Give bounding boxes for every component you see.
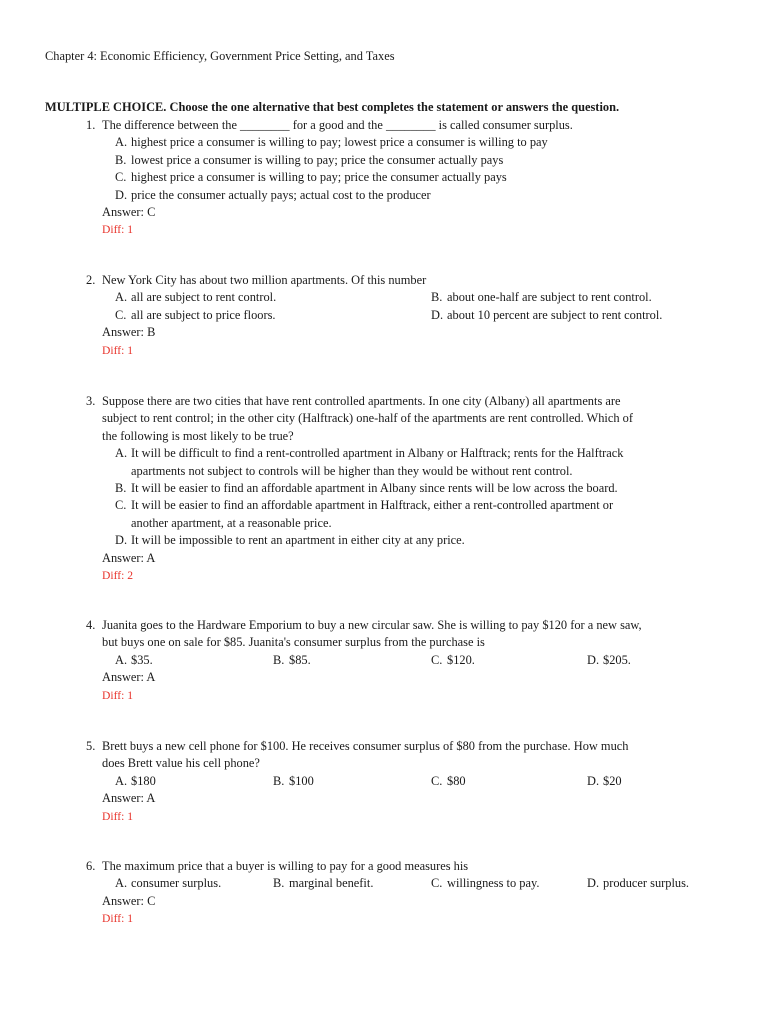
- question-number: 5.: [86, 739, 96, 753]
- difficulty-label: Diff: 1: [102, 223, 134, 237]
- answer-option: [431, 773, 466, 790]
- difficulty-label: Diff: 1: [102, 912, 134, 926]
- option-text: all are subject to rent control.: [131, 290, 277, 305]
- answer-option: [431, 875, 539, 892]
- section-instructions: MULTIPLE CHOICE. Choose the one alternative that best completes the statement or answers the question.: [45, 100, 620, 114]
- answer-option: [0, 134, 721, 151]
- question-4: [0, 617, 768, 704]
- answer-key: Answer: A: [102, 550, 156, 565]
- answer-key: Answer: A: [102, 670, 156, 685]
- text-line: Suppose there are two cities that have rent controlled apartments. In one city (Albany) all apartments are: [102, 394, 621, 408]
- answer-option: [0, 497, 721, 532]
- question-number: 2.: [86, 273, 96, 287]
- options-row: [0, 652, 768, 669]
- option-letter: B.: [273, 773, 285, 788]
- option-letter: C.: [115, 307, 127, 322]
- option-letter: B.: [115, 481, 127, 496]
- option-letter: A.: [115, 135, 128, 150]
- text-line: It will be easier to find an affordable apartment in Halftrack, either a rent-controlled apartment or: [131, 498, 614, 513]
- option-text: $180: [131, 773, 156, 788]
- option-letter: A.: [115, 652, 128, 667]
- option-letter: C.: [431, 876, 443, 891]
- question-stem: [0, 858, 712, 875]
- answer-option: [0, 445, 721, 480]
- option-letter: D.: [587, 876, 600, 891]
- text-line: It will be difficult to find a rent-controlled apartment in Albany or Halftrack; rents for the Halftrack: [131, 446, 624, 461]
- options-row: [0, 875, 768, 892]
- answer-key: Answer: C: [102, 893, 156, 908]
- answer-option: [0, 480, 721, 497]
- option-text: $85.: [289, 652, 311, 667]
- answer-option: [0, 532, 721, 549]
- option-letter: C.: [115, 498, 127, 513]
- option-letter: D.: [115, 533, 128, 548]
- option-text: $100: [289, 773, 314, 788]
- option-letter: B.: [273, 652, 285, 667]
- option-letter: C.: [431, 773, 443, 788]
- answer-option: [115, 652, 153, 669]
- question-number: 6.: [86, 859, 96, 873]
- answer-option: [587, 773, 622, 790]
- option-letter: C.: [115, 170, 127, 185]
- answer-option: [115, 773, 156, 790]
- text-line: lowest price a consumer is willing to pay; price the consumer actually pays: [131, 152, 504, 167]
- answer-option: [115, 307, 276, 324]
- question-1: [0, 117, 768, 239]
- options-row: [0, 289, 768, 306]
- option-text: marginal benefit.: [289, 876, 374, 891]
- question-stem: [0, 117, 712, 134]
- option-text: consumer surplus.: [131, 876, 222, 891]
- option-text: $20: [603, 773, 622, 788]
- question-5: [0, 738, 768, 825]
- option-letter: A.: [115, 773, 128, 788]
- option-text: all are subject to price floors.: [131, 307, 276, 322]
- answer-option: [0, 169, 721, 186]
- option-letter: B.: [273, 876, 285, 891]
- chapter-title: Chapter 4: Economic Efficiency, Government Price Setting, and Taxes: [45, 49, 395, 63]
- option-text: $205.: [603, 652, 631, 667]
- text-line: highest price a consumer is willing to pay; lowest price a consumer is willing to pay: [131, 135, 548, 150]
- question-stem: [0, 393, 712, 445]
- option-text: $35.: [131, 652, 153, 667]
- text-line: but buys one on sale for $85. Juanita's consumer surplus from the purchase is: [102, 635, 485, 650]
- answer-option: [273, 773, 314, 790]
- question-number: 3.: [86, 394, 96, 408]
- answer-option: [431, 289, 652, 306]
- option-letter: D.: [115, 187, 128, 202]
- answer-option: [115, 289, 276, 306]
- text-line: does Brett value his cell phone?: [102, 756, 260, 771]
- option-text: producer surplus.: [603, 876, 690, 891]
- difficulty-label: Diff: 1: [102, 809, 134, 823]
- answer-key: Answer: A: [102, 791, 156, 806]
- text-line: Juanita goes to the Hardware Emporium to buy a new circular saw. She is willing to pay $120 for a new saw,: [102, 618, 642, 632]
- text-line: price the consumer actually pays; actual cost to the producer: [131, 187, 431, 202]
- text-line: The maximum price that a buyer is willing to pay for a good measures his: [102, 859, 469, 873]
- option-letter: C.: [431, 652, 443, 667]
- question-number: 1.: [86, 118, 96, 132]
- answer-key: Answer: B: [102, 325, 156, 340]
- answer-option: [273, 652, 311, 669]
- text-line: highest price a consumer is willing to pay; price the consumer actually pays: [131, 170, 507, 185]
- question-6: [0, 858, 768, 928]
- question-stem: [0, 617, 712, 652]
- option-text: about one-half are subject to rent control.: [447, 290, 652, 305]
- text-line: the following is most likely to be true?: [102, 428, 294, 443]
- option-text: willingness to pay.: [447, 876, 540, 891]
- answer-key: Answer: C: [102, 205, 156, 220]
- option-letter: A.: [115, 446, 128, 461]
- options-row: [0, 307, 768, 324]
- answer-option: [587, 875, 689, 892]
- difficulty-label: Diff: 1: [102, 343, 134, 357]
- text-line: subject to rent control; in the other city (Halftrack) one-half of the apartments are rent controlled. Which of: [102, 411, 633, 426]
- option-letter: D.: [431, 307, 444, 322]
- options-row: [0, 773, 768, 790]
- question-number: 4.: [86, 618, 96, 632]
- option-letter: B.: [431, 290, 443, 305]
- answer-option: [0, 152, 721, 169]
- option-letter: A.: [115, 876, 128, 891]
- option-text: $80: [447, 773, 466, 788]
- answer-option: [431, 307, 662, 324]
- text-line: New York City has about two million apartments. Of this number: [102, 273, 427, 287]
- answer-option: [115, 875, 221, 892]
- answer-option: [273, 875, 373, 892]
- text-line: another apartment, at a reasonable price.: [131, 515, 332, 530]
- option-letter: B.: [115, 152, 127, 167]
- difficulty-label: Diff: 1: [102, 688, 134, 702]
- answer-option: [431, 652, 475, 669]
- option-letter: D.: [587, 773, 600, 788]
- option-text: $120.: [447, 652, 475, 667]
- difficulty-label: Diff: 2: [102, 569, 134, 583]
- question-stem: [0, 738, 712, 773]
- text-line: It will be easier to find an affordable apartment in Albany since rents will be low across the board.: [131, 481, 618, 496]
- text-line: It will be impossible to rent an apartment in either city at any price.: [131, 533, 465, 548]
- text-line: The difference between the ________ for a good and the ________ is called consumer surplus.: [102, 118, 573, 132]
- question-stem: [0, 272, 712, 289]
- text-line: apartments not subject to controls will be higher than they would be without rent control.: [131, 463, 573, 478]
- option-text: about 10 percent are subject to rent control.: [447, 307, 663, 322]
- question-3: [0, 393, 768, 584]
- option-letter: A.: [115, 290, 128, 305]
- text-line: Brett buys a new cell phone for $100. He receives consumer surplus of $80 from the purchase. How much: [102, 739, 629, 753]
- question-2: [0, 272, 768, 359]
- answer-option: [0, 187, 721, 204]
- answer-option: [587, 652, 631, 669]
- option-letter: D.: [587, 652, 600, 667]
